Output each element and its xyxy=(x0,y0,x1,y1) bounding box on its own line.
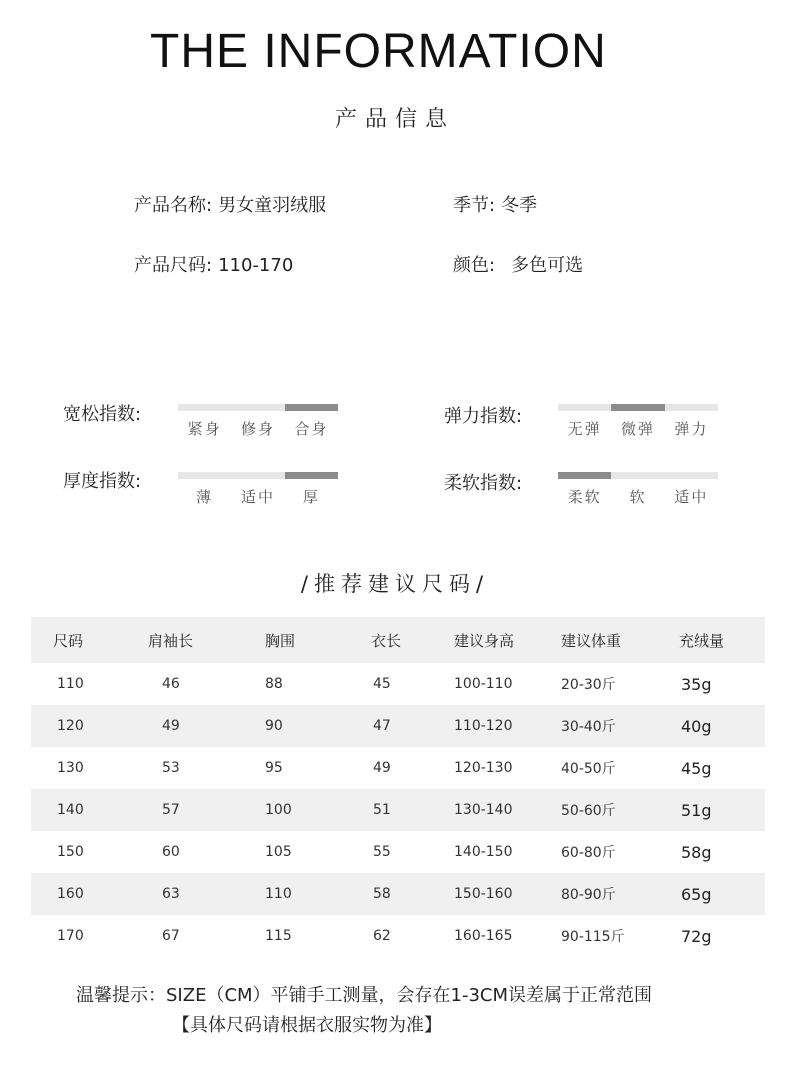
scale-segment xyxy=(611,404,664,411)
scale-bar xyxy=(178,404,338,411)
info-value: 冬季 xyxy=(501,195,538,216)
scale-option-label: 适中 xyxy=(240,488,275,506)
table-cell: 53 xyxy=(162,760,180,776)
table-cell: 170 xyxy=(57,928,84,944)
scale-segment xyxy=(231,472,284,479)
table-cell: 67 xyxy=(162,928,180,944)
table-cell: 30-40斤 xyxy=(561,719,616,735)
info-label: 产品名称: xyxy=(134,195,213,216)
info-label: 产品尺码: xyxy=(134,255,213,276)
table-cell: 72g xyxy=(681,926,712,946)
table-row xyxy=(31,663,765,705)
table-row xyxy=(31,747,765,789)
table-cell: 57 xyxy=(162,802,180,818)
softness-label: 柔软指数: xyxy=(444,473,523,494)
table-header-cell: 衣长 xyxy=(371,631,402,650)
scale-bar xyxy=(558,472,718,479)
measurement-tip: 温馨提示：SIZE（CM）平铺手工测量，会存在1-3CM误差属于正常范围 xyxy=(76,985,653,1006)
table-cell: 49 xyxy=(162,718,180,734)
info-color xyxy=(453,251,583,277)
table-cell: 60 xyxy=(162,844,180,860)
scale-segment xyxy=(285,404,338,411)
table-cell: 46 xyxy=(162,676,180,692)
table-cell: 45g xyxy=(681,758,712,778)
table-header-cell: 胸围 xyxy=(265,631,296,650)
table-cell: 150 xyxy=(57,844,84,860)
table-cell: 60-80斤 xyxy=(561,845,616,861)
scale-option-label: 合身 xyxy=(294,420,329,438)
page-title: THE INFORMATION xyxy=(150,25,607,78)
table-cell: 120 xyxy=(57,718,84,734)
scale-option-label: 修身 xyxy=(240,420,275,438)
scale-option-label: 紧身 xyxy=(187,420,222,438)
table-cell: 45 xyxy=(373,676,391,692)
scale-option-label: 软 xyxy=(629,488,647,506)
table-cell: 130 xyxy=(57,760,84,776)
table-row xyxy=(31,705,765,747)
info-product-name xyxy=(134,191,326,217)
table-cell: 63 xyxy=(162,886,180,902)
table-cell: 90-115斤 xyxy=(561,929,625,945)
scale-bar xyxy=(178,472,338,479)
scale-option-label: 无弹 xyxy=(567,420,602,438)
scale-segment xyxy=(231,404,284,411)
table-row xyxy=(31,831,765,873)
scale-segment xyxy=(178,472,231,479)
table-header-cell: 建议身高 xyxy=(454,631,515,650)
info-value: 多色可选 xyxy=(511,255,584,276)
table-cell: 40g xyxy=(681,716,712,736)
table-cell: 80-90斤 xyxy=(561,887,616,903)
info-label: 季节: xyxy=(453,195,496,216)
table-cell: 95 xyxy=(265,760,283,776)
table-cell: 51g xyxy=(681,800,712,820)
info-value: 110-170 xyxy=(218,255,294,276)
scale-segment xyxy=(611,472,664,479)
table-cell: 40-50斤 xyxy=(561,761,616,777)
thickness-scale xyxy=(178,472,338,507)
scale-option-label: 微弹 xyxy=(620,420,655,438)
table-cell: 130-140 xyxy=(454,802,513,818)
table-cell: 160 xyxy=(57,886,84,902)
looseness-scale xyxy=(178,404,338,439)
table-cell: 105 xyxy=(265,844,292,860)
table-cell: 50-60斤 xyxy=(561,803,616,819)
scale-option-label: 弹力 xyxy=(674,420,709,438)
scale-segment xyxy=(665,472,718,479)
table-cell: 150-160 xyxy=(454,886,513,902)
scale-segment xyxy=(178,404,231,411)
info-label: 颜色: xyxy=(453,255,496,276)
size-note: 【具体尺码请根据衣服实物为准】 xyxy=(172,1015,442,1036)
table-header-cell: 肩袖长 xyxy=(148,631,194,650)
scale-option-label: 厚 xyxy=(302,488,320,506)
looseness-label: 宽松指数: xyxy=(63,404,142,425)
scale-segment xyxy=(665,404,718,411)
table-cell: 35g xyxy=(681,674,712,694)
table-cell: 65g xyxy=(681,884,712,904)
table-cell: 47 xyxy=(373,718,391,734)
scale-segment xyxy=(558,404,611,411)
table-row xyxy=(31,789,765,831)
table-cell: 51 xyxy=(373,802,391,818)
page-subtitle: 产品信息 xyxy=(334,107,455,132)
table-cell: 49 xyxy=(373,760,391,776)
table-cell: 115 xyxy=(265,928,292,944)
table-cell: 20-30斤 xyxy=(561,677,616,693)
thickness-label: 厚度指数: xyxy=(63,471,142,492)
table-cell: 62 xyxy=(373,928,391,944)
elasticity-label: 弹力指数: xyxy=(444,406,523,427)
table-cell: 110 xyxy=(57,676,84,692)
scale-segment xyxy=(558,472,611,479)
table-cell: 58g xyxy=(681,842,712,862)
table-cell: 140 xyxy=(57,802,84,818)
size-table-title: /推荐建议尺码/ xyxy=(300,572,490,596)
scale-bar xyxy=(558,404,718,411)
table-cell: 120-130 xyxy=(454,760,513,776)
table-cell: 100-110 xyxy=(454,676,513,692)
table-cell: 110-120 xyxy=(454,718,513,734)
table-header-cell: 充绒量 xyxy=(679,631,725,650)
info-value: 男女童羽绒服 xyxy=(218,195,327,216)
table-cell: 88 xyxy=(265,676,283,692)
table-cell: 140-150 xyxy=(454,844,513,860)
table-row xyxy=(31,915,765,957)
softness-scale xyxy=(558,472,718,507)
table-cell: 110 xyxy=(265,886,292,902)
table-cell: 100 xyxy=(265,802,292,818)
table-cell: 58 xyxy=(373,886,391,902)
table-header-cell: 尺码 xyxy=(53,631,84,650)
table-row xyxy=(31,873,765,915)
scale-segment xyxy=(285,472,338,479)
table-cell: 90 xyxy=(265,718,283,734)
elasticity-scale xyxy=(558,404,718,439)
scale-option-label: 柔软 xyxy=(567,488,602,506)
info-season xyxy=(453,191,537,217)
info-product-size xyxy=(134,251,293,277)
scale-option-label: 适中 xyxy=(674,488,709,506)
scale-option-label: 薄 xyxy=(196,488,214,506)
table-header-row xyxy=(31,617,765,663)
table-cell: 55 xyxy=(373,844,391,860)
table-header-cell: 建议体重 xyxy=(561,631,622,650)
table-cell: 160-165 xyxy=(454,928,513,944)
size-table xyxy=(31,617,765,957)
